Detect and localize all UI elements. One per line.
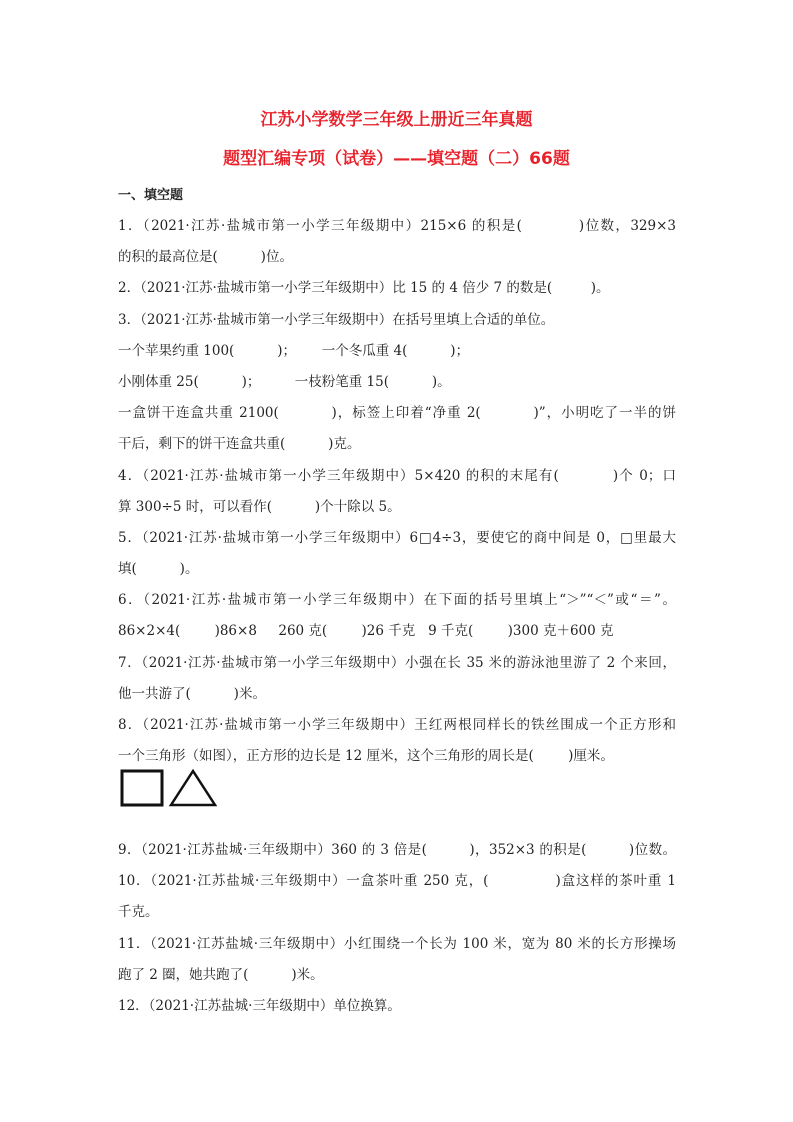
- question-line: 填( )。: [118, 561, 199, 578]
- question-line: 11．（2021·江苏盐城·三年级期中）小红围绕一个长为 100 米，宽为 80 米的长方形操场: [118, 935, 676, 952]
- question-line: 5．（2021·江苏·盐城市第一小学三年级期中）6□4÷3，要使它的商中间是 0，□里最大: [118, 529, 676, 546]
- question-line: 一个苹果约重 100( )； 一个冬瓜重 4( )；: [118, 342, 470, 359]
- question-line: 他一共游了( )米。: [118, 685, 266, 702]
- questions-9-12: [118, 839, 676, 1026]
- shapes-illustration: [118, 766, 228, 811]
- question-line: 一个三角形（如图），正方形的边长是 12 厘米，这个三角形的周长是( )厘米。: [118, 748, 614, 765]
- question-line: 算 300÷5 时，可以看作( )个十除以 5。: [118, 498, 401, 515]
- question-line: 86×2×4( )86×8 260 克( )26 千克 9 千克( )300 克＋600 克: [118, 623, 614, 640]
- question-line: 4．（2021·江苏·盐城市第一小学三年级期中）5×420 的积的末尾有( )个 0；口: [118, 467, 676, 484]
- section-heading: 一、填空题: [118, 188, 184, 203]
- question-line: 千克。: [118, 904, 159, 921]
- question-line: 跑了 2 圈，她共跑了( )米。: [118, 966, 324, 983]
- question-line: 8．（2021·江苏·盐城市第一小学三年级期中）王红两根同样长的铁丝围成一个正方形和: [118, 717, 676, 733]
- question-line: 1．（2021·江苏·盐城市第一小学三年级期中）215×6 的积是( )位数，329×3: [118, 218, 676, 234]
- question-line: 干后，剩下的饼干连盒共重( )克。: [118, 436, 361, 453]
- document-title: 江苏小学数学三年级上册近三年真题: [260, 110, 533, 130]
- question-line: 一盒饼干连盒共重 2100( )，标签上印着“净重 2( )”，小明吃了一半的饼: [118, 405, 676, 422]
- question-line: 2．（2021·江苏·盐城市第一小学三年级期中）比 15 的 4 倍少 7 的数是( )。: [118, 280, 610, 297]
- document-subtitle: 题型汇编专项（试卷）——填空题（二）66题: [223, 149, 570, 169]
- square-triangle-figure: [118, 776, 676, 838]
- questions-1-8: [118, 215, 676, 839]
- question-line: 3．（2021·江苏·盐城市第一小学三年级期中）在括号里填上合适的单位。: [118, 311, 555, 328]
- question-line: 小刚体重 25( )； 一枝粉笔重 15( )。: [118, 373, 451, 390]
- question-line: 10．（2021·江苏盐城·三年级期中）一盒茶叶重 250 克，( )盒这样的茶叶重 1: [118, 873, 676, 890]
- square-shape: [122, 771, 162, 805]
- triangle-shape: [171, 771, 215, 805]
- question-line: 的积的最高位是( )位。: [118, 249, 293, 266]
- question-line: 7．（2021·江苏·盐城市第一小学三年级期中）小强在长 35 米的游泳池里游了 2 个来回，: [118, 654, 676, 671]
- question-line: 9．（2021·江苏盐城·三年级期中）360 的 3 倍是( )，352×3 的积是( )位数。: [118, 842, 676, 858]
- question-line: 12．（2021·江苏盐城·三年级期中）单位换算。: [118, 997, 401, 1014]
- question-line: 6．（2021·江苏·盐城市第一小学三年级期中）在下面的括号里填上“＞”“＜”或“＝”。: [118, 592, 676, 609]
